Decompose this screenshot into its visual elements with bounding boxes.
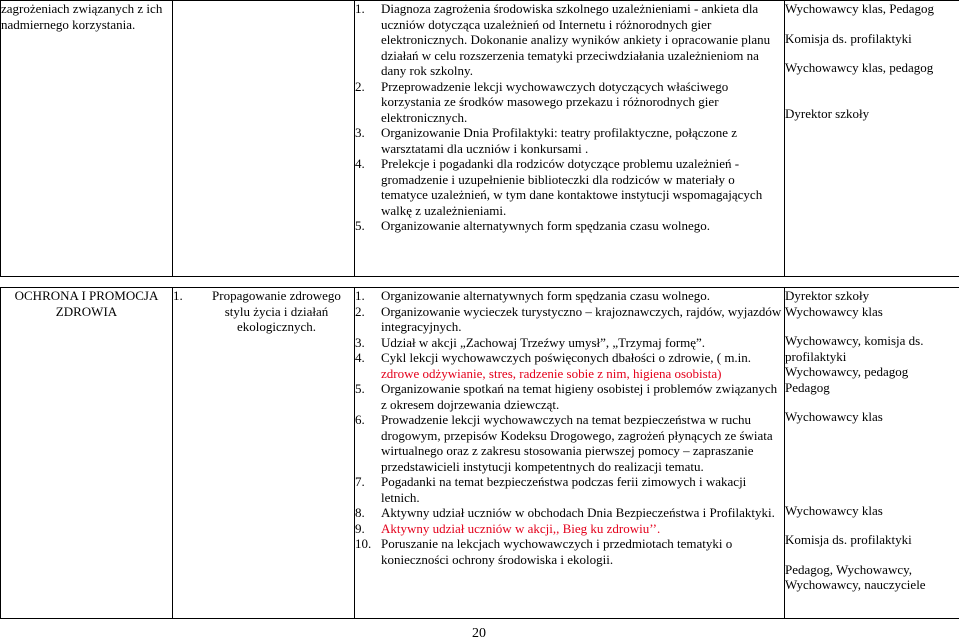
table-row xyxy=(1,288,959,619)
responsible-cell xyxy=(785,1,959,277)
responsible-line: Wychowawcy klas xyxy=(785,303,883,319)
responsible-line: Wychowawcy, pedagog xyxy=(785,364,909,379)
responsible-cell xyxy=(785,288,959,619)
list-item: 5. Organizowanie spotkań na temat higieny osobistej i problemów związanych z okresem dojrzewania dziewcząt. xyxy=(355,381,778,412)
area-cell xyxy=(1,288,173,619)
task-cell xyxy=(173,1,355,277)
table-row xyxy=(1,1,959,277)
responsible-line: Wychowawcy klas, pedagog xyxy=(785,60,934,75)
list-item: 5. Organizowanie alternatywnych form spędzania czasu wolnego. xyxy=(355,218,710,233)
list-item: 3. Udział w akcji „Zachowaj Trzeźwy umysł”, „Trzymaj formę”. xyxy=(355,334,706,350)
list-item: 2. Przeprowadzenie lekcji wychowawczych dotyczących właściwego korzystania ze środków masowego przekazu i różnorodnych gier elektronicznych. xyxy=(355,78,729,125)
area-cell xyxy=(1,1,173,277)
responsible-line: Komisja ds. profilaktyki xyxy=(785,532,912,547)
list-item: 8. Aktywny udział uczniów w obchodach Dnia Bezpieczeństwa i Profilaktyki. xyxy=(355,505,775,520)
actions-cell xyxy=(355,1,785,277)
task-list xyxy=(173,288,354,335)
list-item: 4. Prelekcje i pogadanki dla rodziców dotyczące problemu uzależnień - gromadzenie i uzupełnienie biblioteczki dla rodziców w materiały o tematyce uzależnień, w tym dane kontaktowe instytucji wspomagających walkę z uzależnieniami. xyxy=(355,156,763,218)
responsible-line: Pedagog xyxy=(785,379,830,395)
responsible-line: Wychowawcy, komisja ds. profilaktyki xyxy=(785,333,924,364)
actions-cell xyxy=(355,288,785,619)
actions-list xyxy=(355,288,784,567)
list-item: 6. Prowadzenie lekcji wychowawczych na temat bezpieczeństwa w ruchu drogowym, przepisów Kodeksu Drogowego, zagrożeń płynących ze świata wirtualnego oraz z zakresu stosowania pierwszej pomocy – zapraszanie przedstawicieli instytucji kompetentnych do realizacji tematu. xyxy=(355,412,773,474)
responsible-line: Wychowawcy klas xyxy=(785,502,883,518)
list-item: 2. Organizowanie wycieczek turystyczno – krajoznawczych, rajdów, wyjazdów integracyjnych. xyxy=(355,303,782,334)
page-number: 20 xyxy=(472,626,486,641)
list-item: 3. Organizowanie Dnia Profilaktyki: teatry profilaktyczne, połączone z warsztatami dla uczniów i konkursami . xyxy=(355,125,738,156)
responsible-line: Wychowawcy klas xyxy=(785,409,883,424)
area-text: zagrożeniach związanych z ich nadmiernego korzystania. xyxy=(1,1,163,32)
responsible-line: Komisja ds. profilaktyki xyxy=(785,30,912,46)
task-cell xyxy=(173,288,355,619)
list-item: 1. Diagnoza zagrożenia środowiska szkolnego uzależnieniami - ankieta dla uczniów dotycząca uzależnień od Internetu i różnorodnych gier elektronicznych. Dokonanie analizy wyników ankiety i opracowanie planu działań w celu rozszerzenia tematyki przeciwdziałania uzależnieniom na dany rok szkolny. xyxy=(355,1,771,78)
responsible-line: Dyrektor szkoły xyxy=(785,105,870,121)
table-spacer xyxy=(1,277,959,288)
list-item: 1. Propagowanie zdrowego stylu życia i działań ekologicznych. xyxy=(173,288,341,334)
list-item: 7. Pogadanki na temat bezpieczeństwa podczas ferii zimowych i wakacji letnich. xyxy=(355,474,747,505)
responsible-line: Wychowawcy klas, Pedagog xyxy=(785,1,935,16)
highlighted-text: zdrowe odżywianie, stres, radzenie sobie z nim, higiena osobista) xyxy=(381,365,722,381)
list-item: 10. Poruszanie na lekcjach wychowawczych i przedmiotach tematyki o konieczności ochrony środowiska i ekologii. xyxy=(355,536,733,567)
actions-list xyxy=(355,1,784,234)
area-title: OCHRONA I PROMOCJA ZDROWIA xyxy=(14,288,159,319)
list-item: 9. Aktywny udział uczniów w akcji,, Bieg ku zdrowiu’’. xyxy=(355,520,661,536)
responsible-line: Dyrektor szkoły xyxy=(785,288,870,303)
responsible-line: Pedagog, Wychowawcy, Wychowawcy, nauczyciele xyxy=(785,561,926,592)
list-item: 4. Cykl lekcji wychowawczych poświęconych dbałości o zdrowie, ( m.in. zdrowe odżywianie, stres, radzenie sobie z nim, higiena osobista) xyxy=(355,350,752,381)
list-item: 1. Organizowanie alternatywnych form spędzania czasu wolnego. xyxy=(355,288,710,303)
